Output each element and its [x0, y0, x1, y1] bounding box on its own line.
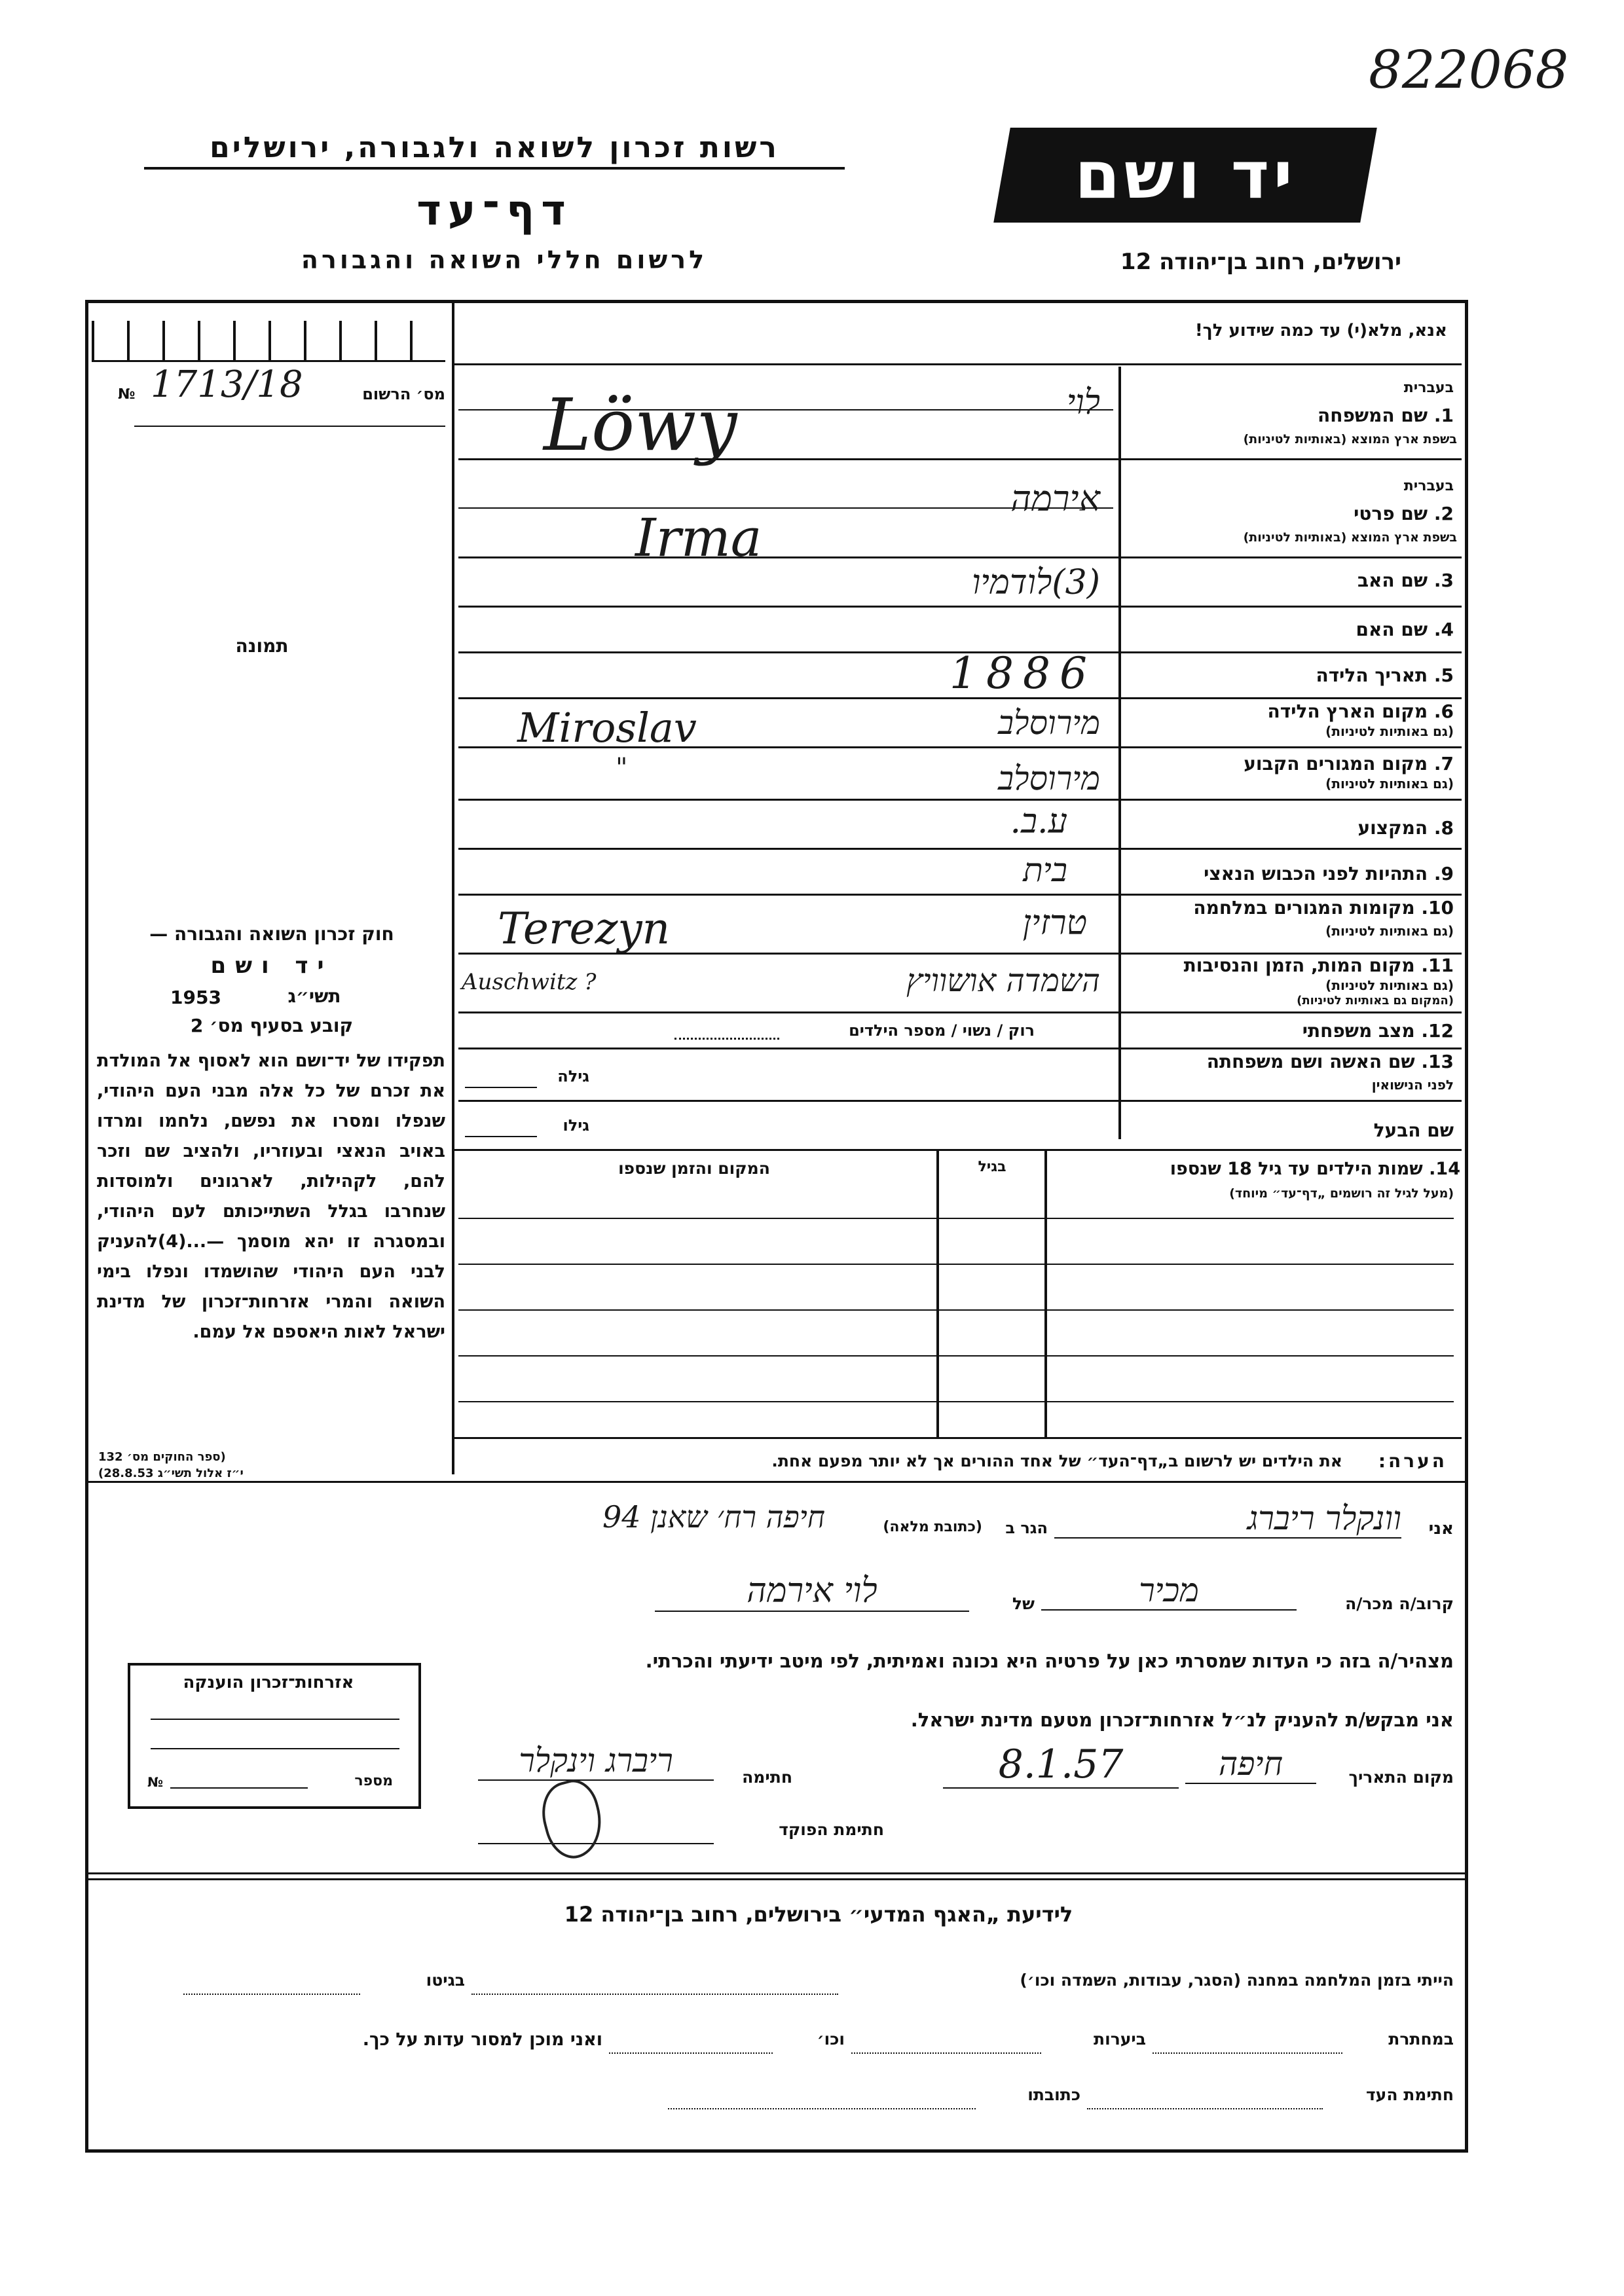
date-value: 8.1.57	[943, 1741, 1179, 1789]
form-subtitle: לרשום חללי השואה והגבורה	[301, 246, 708, 274]
occupation-value: ע.ב.	[1010, 802, 1067, 841]
birthplace-label: 6. מקום הארץ הלידה	[1267, 701, 1454, 722]
form-title: דף־עד	[416, 187, 572, 235]
registration-number: 1713/18	[151, 363, 303, 406]
institution-name: רשות זכרון לשואה ולגבורה, ירושלים	[144, 131, 845, 170]
children-title: 14. שמות הילדים עד גיל 18 שנספו	[1170, 1159, 1460, 1179]
photo-label: תמונה	[235, 635, 289, 657]
wartime-latin: Terezyn	[498, 903, 671, 954]
law-year: 1953	[170, 987, 221, 1008]
footer-line3-b: כתובתו	[1027, 2085, 1080, 2104]
citizenship-number-label: מספר	[354, 1773, 393, 1789]
birthdate-value: 1886	[950, 648, 1096, 699]
wartime-hebrew: טרזין	[1022, 903, 1087, 943]
surname-latin: Löwy	[544, 383, 737, 467]
footer-line2-d: ואני מוכן למסור עדות על כך.	[362, 2030, 602, 2050]
death-hebrew: השמדה אושוויץ	[906, 962, 1100, 999]
footer-line1-b: בגיטו	[426, 1971, 465, 1990]
top-note: אנא, מלא(י) עד כמה שידוע לך!	[1194, 321, 1447, 340]
firstname-hebrew-label: בעברית	[1403, 478, 1454, 494]
firstname-label: 2. שם פרטי	[1354, 503, 1454, 524]
birthplace-latin: Miroslav	[517, 704, 697, 752]
mother-label: 4. שם האם	[1356, 619, 1454, 640]
place-date-label: מקום התאריך	[1348, 1768, 1454, 1787]
firstname-latin: Irma	[635, 507, 762, 568]
surname-origin-label: בשפת ארץ המוצא (באותיות לטיניות)	[1243, 432, 1457, 446]
marital-options: רוק / נשוי / מספר הילדים	[849, 1021, 1035, 1040]
firstname-hebrew: אירמה	[1010, 478, 1100, 519]
declarant-lives-in: הגר ב	[1005, 1519, 1048, 1537]
gazette-2: י״ז אלול תשי״ג 28.8.53)	[98, 1467, 244, 1480]
archive-number: 822068	[1369, 39, 1569, 100]
remark-label: הערה:	[1378, 1450, 1447, 1472]
father-label: 3. שם האב	[1357, 570, 1454, 591]
children-col-age: בגיל	[978, 1159, 1006, 1175]
death-latin-note: (גם באותיות לטיניות)	[1325, 977, 1454, 993]
residence-hebrew: מירוסלב	[997, 759, 1100, 797]
occupation-label: 8. המקצוע	[1357, 817, 1454, 839]
surname-hebrew: לוי	[1066, 383, 1100, 422]
footer-title: לידיעת „האגף המדעי״ בירושלים, רחוב בן־יהודה 12	[564, 1902, 1073, 1927]
residence-latin-note: (גם באותיות לטיניות)	[1325, 776, 1454, 792]
relation-of-name: לוי אירמה	[655, 1571, 969, 1612]
children-note: (מעל לגיל זה רושמים „דף־עד״ מיוחד)	[1229, 1186, 1454, 1201]
yad-vashem-logo: יד ושם	[993, 128, 1377, 223]
residence-latin: "	[616, 753, 628, 783]
relation-of: של	[1012, 1594, 1035, 1613]
relation-label: קרוב/ה מכר/ה	[1345, 1594, 1454, 1613]
conduct-value: בית	[1023, 851, 1067, 889]
husband-age-label: גילו	[563, 1116, 589, 1135]
birthdate-label: 5. תאריך הלידה	[1316, 665, 1454, 686]
law-title: חוק זכרון השואה והגבורה —	[149, 923, 394, 945]
declarant-name: וונקלר ריברג	[1054, 1499, 1401, 1539]
surname-label: 1. שם המשפחה	[1318, 405, 1454, 426]
signature-value: ריברג וינקלר	[478, 1741, 714, 1781]
declarant-ani: אני	[1428, 1519, 1454, 1539]
maiden-label: 13. שם האשה ושם משפחתה	[1206, 1051, 1454, 1072]
place-value: חיפה	[1185, 1745, 1316, 1784]
relation-value: מכיר	[1041, 1571, 1297, 1611]
request-text: אני מבקש/ת להעניק לנ״ל אזרחות־זכרון מטעם מדינת ישראל.	[910, 1709, 1454, 1731]
declaration-text: מצהיר/ה בזה כי העדות שמסרתי כאן על פרטיה היא נכונה ואמיתית, לפי מיטב ידיעתי והכרתי.	[645, 1650, 1454, 1672]
footer-line2-c: וכו׳	[817, 2030, 845, 2049]
official-signature-line	[478, 1843, 714, 1844]
footer-line3-a: חתימת העד	[1365, 2085, 1454, 2104]
death-label: 11. מקום המות, הזמן והנסיבות	[1183, 955, 1454, 976]
law-text: תפקידו של יד־ושם הוא לאסוף אל המולדת את זכרם של כל אלה מבני העם היהודי, שנפלו ומסרו את נפשם, נלחמו ומרדו באויב הנאצי ובעוזריו, ולהציב שם וזכר להם, לקהילות, לארגונים ולמוסדות שנחרבו בגלל השתייכותם לעם היהודי, ובמסגרה זו יהא מוסמך —...(4)להעניק לבני העם היהודי שהושמדו ונפלו בימי השואה והמרי אזרחות־זכרון של מדינת ישראל לאות היאספם אל עמם.	[97, 1051, 445, 1342]
signature-label: חתימה	[742, 1768, 792, 1787]
husband-label: שם הבעל	[1373, 1120, 1454, 1141]
birthplace-latin-note: (גם באותיות לטיניות)	[1325, 723, 1454, 739]
footer-line1-a: הייתי בזמן המלחמה במחנה (הסגר, עבודות, השמדה וכו׳)	[1020, 1971, 1454, 1990]
children-col-place: המקום והזמן שנספו	[618, 1159, 770, 1178]
law-name: יד ושם	[210, 953, 333, 979]
conduct-label: 9. התהיות לפני הכבוש הנאצי	[1204, 863, 1454, 884]
death-sublabel: (המקום גם באותיות לטיניות)	[1297, 994, 1454, 1008]
left-panel-divider	[452, 302, 454, 1474]
gazette-1: (ספר החוקים מס׳ 132	[98, 1450, 226, 1464]
official-signature-label: חתימת הפוקד	[779, 1820, 884, 1839]
wartime-label: 10. מקומות המגורים במלחמה	[1193, 897, 1454, 919]
marital-label: 12. מצב משפחתי	[1302, 1020, 1454, 1042]
remark-text: את הילדים יש לרשום ב„דף־העד״ של אחד ההורים אך לא יותר מפעם אחת.	[771, 1451, 1342, 1470]
birthplace-hebrew: מירוסלב	[997, 704, 1100, 742]
citizenship-title: אזרחות־זכרון הוענקה	[183, 1673, 354, 1692]
address: ירושלים, רחוב בן־יהודה 12	[1120, 249, 1401, 275]
law-clause: קובע בסעיף מס׳ 2	[190, 1015, 354, 1036]
father-value: (3)לודמיו	[972, 563, 1100, 602]
law-year-hebrew: תשי״ג	[287, 985, 341, 1007]
maiden-age-label: גילה	[557, 1067, 589, 1085]
citizenship-number-suffix: №	[147, 1774, 164, 1790]
registration-suffix: №	[118, 386, 136, 403]
footer-line2-a: במחתרת	[1388, 2030, 1454, 2049]
footer-line2-b: ביערות	[1094, 2030, 1146, 2049]
wartime-latin-note: (גם באותיות לטיניות)	[1325, 923, 1454, 939]
registration-boxes	[92, 321, 445, 362]
maiden-sublabel: לפני הנישואין	[1371, 1077, 1454, 1093]
surname-hebrew-label: בעברית	[1403, 380, 1454, 396]
label-column-divider	[1118, 367, 1121, 1139]
death-latin: Auschwitz ?	[462, 969, 597, 995]
declarant-address-hint: (כתובת מלאה)	[883, 1519, 982, 1535]
firstname-origin-label: בשפת ארץ המוצא (באותיות לטיניות)	[1243, 530, 1457, 545]
declarant-address: חיפה רח׳ שאנן 94	[602, 1499, 825, 1535]
registration-label: מס׳ הרשום	[362, 385, 445, 403]
residence-label: 7. מקום המגורים הקבוע	[1244, 753, 1454, 774]
